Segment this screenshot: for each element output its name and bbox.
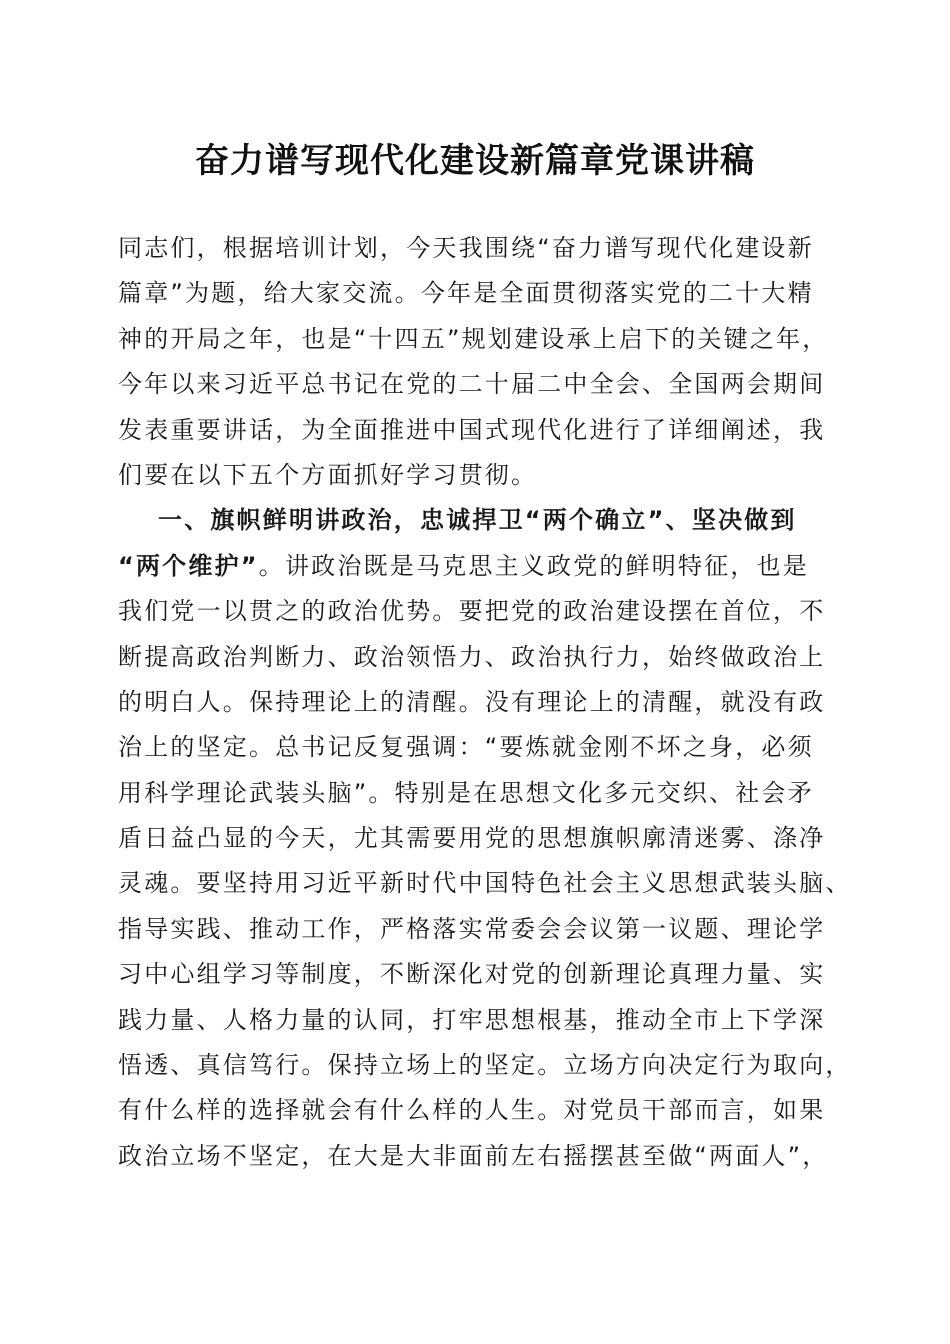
document-body bbox=[118, 226, 852, 1179]
paragraph-1-line: 神的开局之年，也是“十四五”规划建设承上启下的关键之年， bbox=[118, 324, 829, 353]
paragraph-1-line: 发表重要讲话，为全面推进中国式现代化进行了详细阐述，我 bbox=[118, 415, 826, 444]
paragraph-2-line: 有什么样的选择就会有什么样的人生。对党员干部而言，如果 bbox=[118, 1096, 826, 1125]
paragraph-1-line: 同志们，根据培训计划，今天我围绕“奋力谱写现代化建设新 bbox=[118, 234, 814, 262]
paragraph-1-line: 篇章”为题，给大家交流。今年是全面贯彻落实党的二十大精 bbox=[118, 279, 814, 308]
paragraph-2-line: 践力量、人格力量的认同，打牢思想根基，推动全市上下学深 bbox=[118, 1005, 826, 1034]
paragraph-1-line: 今年以来习近平总书记在党的二十届二中全会、全国两会期间 bbox=[118, 370, 826, 399]
paragraph-2-line: 用科学理论武装头脑”。特别是在思想文化多元交织、社会矛 bbox=[118, 778, 814, 807]
section-heading: 一、旗帜鲜明讲政治，忠诚捍卫“两个确立”、坚决做到 bbox=[158, 506, 797, 535]
paragraph-2-line: 治上的坚定。总书记反复强调：“要炼就金刚不坏之身，必须 bbox=[118, 733, 814, 762]
paragraph-2-line: 我们党一以贯之的政治优势。要把党的政治建设摆在首位，不 bbox=[118, 597, 826, 626]
paragraph-2-line bbox=[118, 544, 834, 589]
paragraph-2-line: 悟透、真信笃行。保持立场上的坚定。立场方向决定行为取向， bbox=[118, 1051, 852, 1080]
paragraph-2-text: 。讲政治既是马克思主义政党的鲜明特征，也是 bbox=[258, 551, 809, 580]
paragraph-2-line: 的明白人。保持理论上的清醒。没有理论上的清醒，就没有政 bbox=[118, 687, 826, 716]
paragraph-2-line: 灵魂。要坚持用习近平新时代中国特色社会主义思想武装头脑、 bbox=[118, 869, 852, 898]
paragraph-2-line: 政治立场不坚定，在大是大非面前左右摇摆甚至做“两面人”， bbox=[118, 1141, 829, 1170]
section-heading-continuation: “两个维护” bbox=[118, 551, 259, 580]
paragraph-1-line: 们要在以下五个方面抓好学习贯彻。 bbox=[118, 460, 538, 489]
paragraph-2-line: 断提高政治判断力、政治领悟力、政治执行力，始终做政治上 bbox=[118, 642, 826, 671]
paragraph-2-line: 指导实践、推动工作，严格落实常委会会议第一议题、理论学 bbox=[118, 914, 826, 943]
paragraph-2-line: 习中心组学习等制度，不断深化对党的创新理论真理力量、实 bbox=[118, 960, 826, 989]
document-title: 奋力谱写现代化建设新篇章党课讲稿 bbox=[195, 141, 755, 181]
paragraph-2-line: 盾日益凸显的今天，尤其需要用党的思想旗帜廓清迷雾、涤净 bbox=[118, 824, 826, 853]
